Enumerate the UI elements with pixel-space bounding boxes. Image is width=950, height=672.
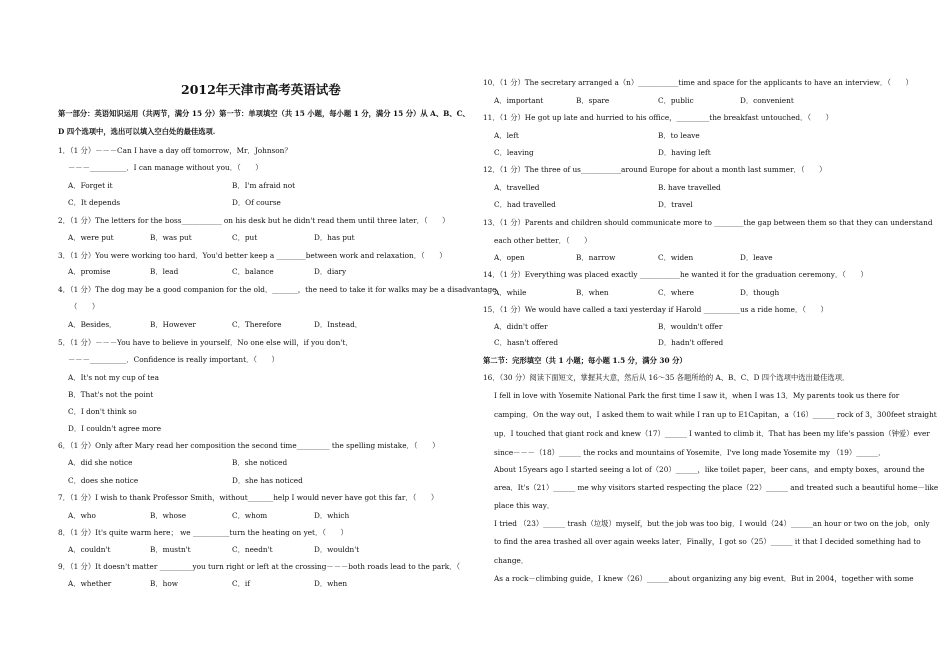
left-line-35: 7．（1 分）I wish to thank Professor Smith，without_______help I would never have got this far．（ ） bbox=[58, 493, 439, 502]
left-line-2: 1．（1 分）－－－Can I have a day off tomorrow，Mr．Johnson？ bbox=[58, 146, 292, 155]
left-line-12: D．has put bbox=[314, 233, 355, 242]
left-line-1: D 四个选项中，选出可以填入空白处的最佳选项. bbox=[58, 127, 216, 136]
left-line-34: D．she has noticed bbox=[232, 476, 303, 485]
left-line-8: 2．（1 分）The letters for the boss___________ on his desk but he didn't read them until three later．（ ） bbox=[58, 216, 450, 225]
right-line-33: I fell in love with Yosemite National Park the first time I saw it，when I was 13．My parents took us there for bbox=[494, 391, 900, 400]
right-line-28: B．wouldn't offer bbox=[658, 322, 723, 331]
left-line-45: 9．（1 分）It doesn't matter _________you turn right or left at the crossing－－－both roads lead to the park．（ bbox=[58, 562, 461, 571]
left-line-10: B．was put bbox=[150, 233, 192, 242]
right-line-24: C．where bbox=[658, 288, 694, 297]
right-line-41: to find the area trashed all over again weeks later．Finally，I got so（25）______ it that I decided something had to bbox=[494, 537, 921, 546]
left-line-39: D．which bbox=[314, 511, 350, 520]
right-line-6: A．left bbox=[494, 131, 519, 140]
right-line-12: B. have travelled bbox=[658, 183, 721, 192]
left-line-49: D．when bbox=[314, 579, 348, 588]
right-line-39: place this way． bbox=[494, 501, 555, 510]
left-line-42: B．mustn't bbox=[150, 545, 191, 554]
right-line-40: I tried （23）______ trash（垃圾）myself，but the job was too big．I would（24）______an hour or two on the job，only bbox=[494, 519, 930, 528]
left-line-31: A．did she notice bbox=[68, 458, 133, 467]
left-line-30: 6．（1 分）Only after Mary read her composition the second time_________ the spelling mistake．（ ） bbox=[58, 441, 440, 450]
left-line-4: A．Forget it bbox=[68, 181, 113, 190]
left-line-33: C．does she notice bbox=[68, 476, 139, 485]
left-line-25: －－－__________．Confidence is really important．（ ） bbox=[68, 355, 279, 364]
left-line-36: A．who bbox=[68, 511, 96, 520]
right-line-26: 15．（1 分）We would have called a taxi yesterday if Harold __________us a ride home．（ ） bbox=[483, 305, 828, 314]
right-line-19: C．widen bbox=[658, 253, 694, 262]
left-line-32: B．she noticed bbox=[232, 458, 288, 467]
left-line-27: B．That's not the point bbox=[68, 390, 154, 399]
left-line-3: －－－__________．I can manage without you．（ ） bbox=[68, 163, 263, 172]
right-line-20: D．leave bbox=[740, 253, 773, 262]
left-line-15: B．lead bbox=[150, 267, 179, 276]
left-line-40: 8．（1 分）It's quite warm here； we __________turn the heating on yet．（ ） bbox=[58, 528, 348, 537]
left-line-23: D．Instead． bbox=[314, 320, 363, 329]
right-line-7: B．to leave bbox=[658, 131, 700, 140]
right-line-16: each other better．（ ） bbox=[494, 236, 592, 245]
right-line-27: A．didn't offer bbox=[494, 322, 548, 331]
left-line-22: C．Therefore bbox=[232, 320, 282, 329]
left-line-13: 3．（1 分）You were working too hard．You'd better keep a ________between work and relaxation．（ ） bbox=[58, 251, 447, 260]
right-line-13: C．had travelled bbox=[494, 200, 556, 209]
right-line-9: D．having left bbox=[658, 148, 711, 157]
left-line-44: D．wouldn't bbox=[314, 545, 360, 554]
right-line-25: D．though bbox=[740, 288, 780, 297]
right-line-42: change． bbox=[494, 556, 529, 565]
page-title: 2012年天津市高考英语试卷 bbox=[181, 82, 341, 97]
right-line-35: up．I touched that giant rock and knew（17）______ I wanted to climb it．That has been my life's passion（钟爱）ever bbox=[494, 429, 930, 438]
right-line-22: A．while bbox=[494, 288, 527, 297]
right-line-15: 13．（1 分）Parents and children should communicate more to ________the gap between them so that they can understand bbox=[483, 218, 933, 227]
right-line-29: C．hasn't offered bbox=[494, 338, 559, 347]
left-line-7: D．Of course bbox=[232, 198, 281, 207]
left-line-47: B．how bbox=[150, 579, 178, 588]
left-line-0: 第一部分：英语知识运用（共两节，满分 15 分）第一节：单项填空（共 15 小题，每小题 1 分，满分 15 分）从 A、B、C、 bbox=[58, 109, 470, 118]
right-line-2: B．spare bbox=[576, 96, 610, 105]
left-line-26: A．It's not my cup of tea bbox=[68, 373, 159, 382]
left-line-9: A．were put bbox=[68, 233, 114, 242]
left-line-21: B．However bbox=[150, 320, 196, 329]
right-line-21: 14．（1 分）Everything was placed exactly ___________he wanted it for the graduation ceremony．（ ） bbox=[483, 270, 868, 279]
right-line-5: 11．（1 分）He got up late and hurried to his office，_________the breakfast untouched．（ ） bbox=[483, 113, 833, 122]
left-line-18: 4．（1 分）The dog may be a good companion for the old．_______，the need to take it for walks may be a disadvantage． bbox=[58, 285, 504, 294]
right-line-30: D．hadn't offered bbox=[658, 338, 724, 347]
left-line-11: C．put bbox=[232, 233, 258, 242]
left-line-24: 5．（1 分）－－－You have to believe in yourself．No one else will，if you don't． bbox=[58, 338, 353, 347]
left-line-43: C．needn't bbox=[232, 545, 273, 554]
right-line-1: A．important bbox=[494, 96, 544, 105]
right-line-38: area．It's（21）______ me why visitors started respecting the place（22）______ and treated such a beautiful home－like bbox=[494, 483, 939, 492]
right-line-10: 12．（1 分）The three of us___________around Europe for about a month last summer．（ ） bbox=[483, 165, 827, 174]
right-line-17: A．open bbox=[494, 253, 525, 262]
left-line-14: A．promise bbox=[68, 267, 111, 276]
left-line-46: A．whether bbox=[68, 579, 112, 588]
right-line-3: C．public bbox=[658, 96, 694, 105]
left-line-20: A．Besides． bbox=[68, 320, 117, 329]
right-line-32: 16．（30 分）阅读下面短文，掌握其大意，然后从 16～35 各题所给的 A、B、C、D 四个选项中选出最佳选项． bbox=[483, 373, 850, 382]
right-line-34: camping．On the way out，I asked them to wait while I ran up to E1Capitan，a（16）______ rock of 3，300feet straight bbox=[494, 410, 937, 419]
left-line-37: B．whose bbox=[150, 511, 187, 520]
right-line-11: A．travelled bbox=[494, 183, 540, 192]
left-line-29: D．I couldn't agree more bbox=[68, 424, 162, 433]
right-line-0: 10．（1 分）The secretary arranged a（n）___________time and space for the applicants to have an interview．（ ） bbox=[483, 78, 913, 87]
left-line-6: C．It depends bbox=[68, 198, 121, 207]
right-line-37: About 15years ago I started seeing a lot of（20）______，like toilet paper，beer cans，and empty boxes，around the bbox=[494, 465, 925, 474]
right-line-14: D．travel bbox=[658, 200, 693, 209]
left-line-17: D．diary bbox=[314, 267, 347, 276]
left-line-28: C．I don't think so bbox=[68, 407, 137, 416]
right-line-36: since－－－（18）______ the rocks and mountains of Yosemite．I've long made Yosemite my （19）______． bbox=[494, 448, 886, 457]
right-line-23: B．when bbox=[576, 288, 609, 297]
right-line-43: As a rock－climbing guide，I knew（26）______about organizing any big event．But in 2004，together with some bbox=[494, 574, 914, 583]
left-line-19: （ ） bbox=[70, 302, 100, 311]
left-line-38: C．whom bbox=[232, 511, 268, 520]
right-line-18: B．narrow bbox=[576, 253, 616, 262]
left-line-5: B．I'm afraid not bbox=[232, 181, 296, 190]
left-line-41: A．couldn't bbox=[68, 545, 111, 554]
right-line-31: 第二节：完形填空（共 1 小题；每小题 1.5 分，满分 30 分） bbox=[483, 356, 687, 365]
right-line-4: D．convenient bbox=[740, 96, 794, 105]
right-line-8: C．leaving bbox=[494, 148, 534, 157]
left-line-16: C．balance bbox=[232, 267, 274, 276]
left-line-48: C．if bbox=[232, 579, 250, 588]
